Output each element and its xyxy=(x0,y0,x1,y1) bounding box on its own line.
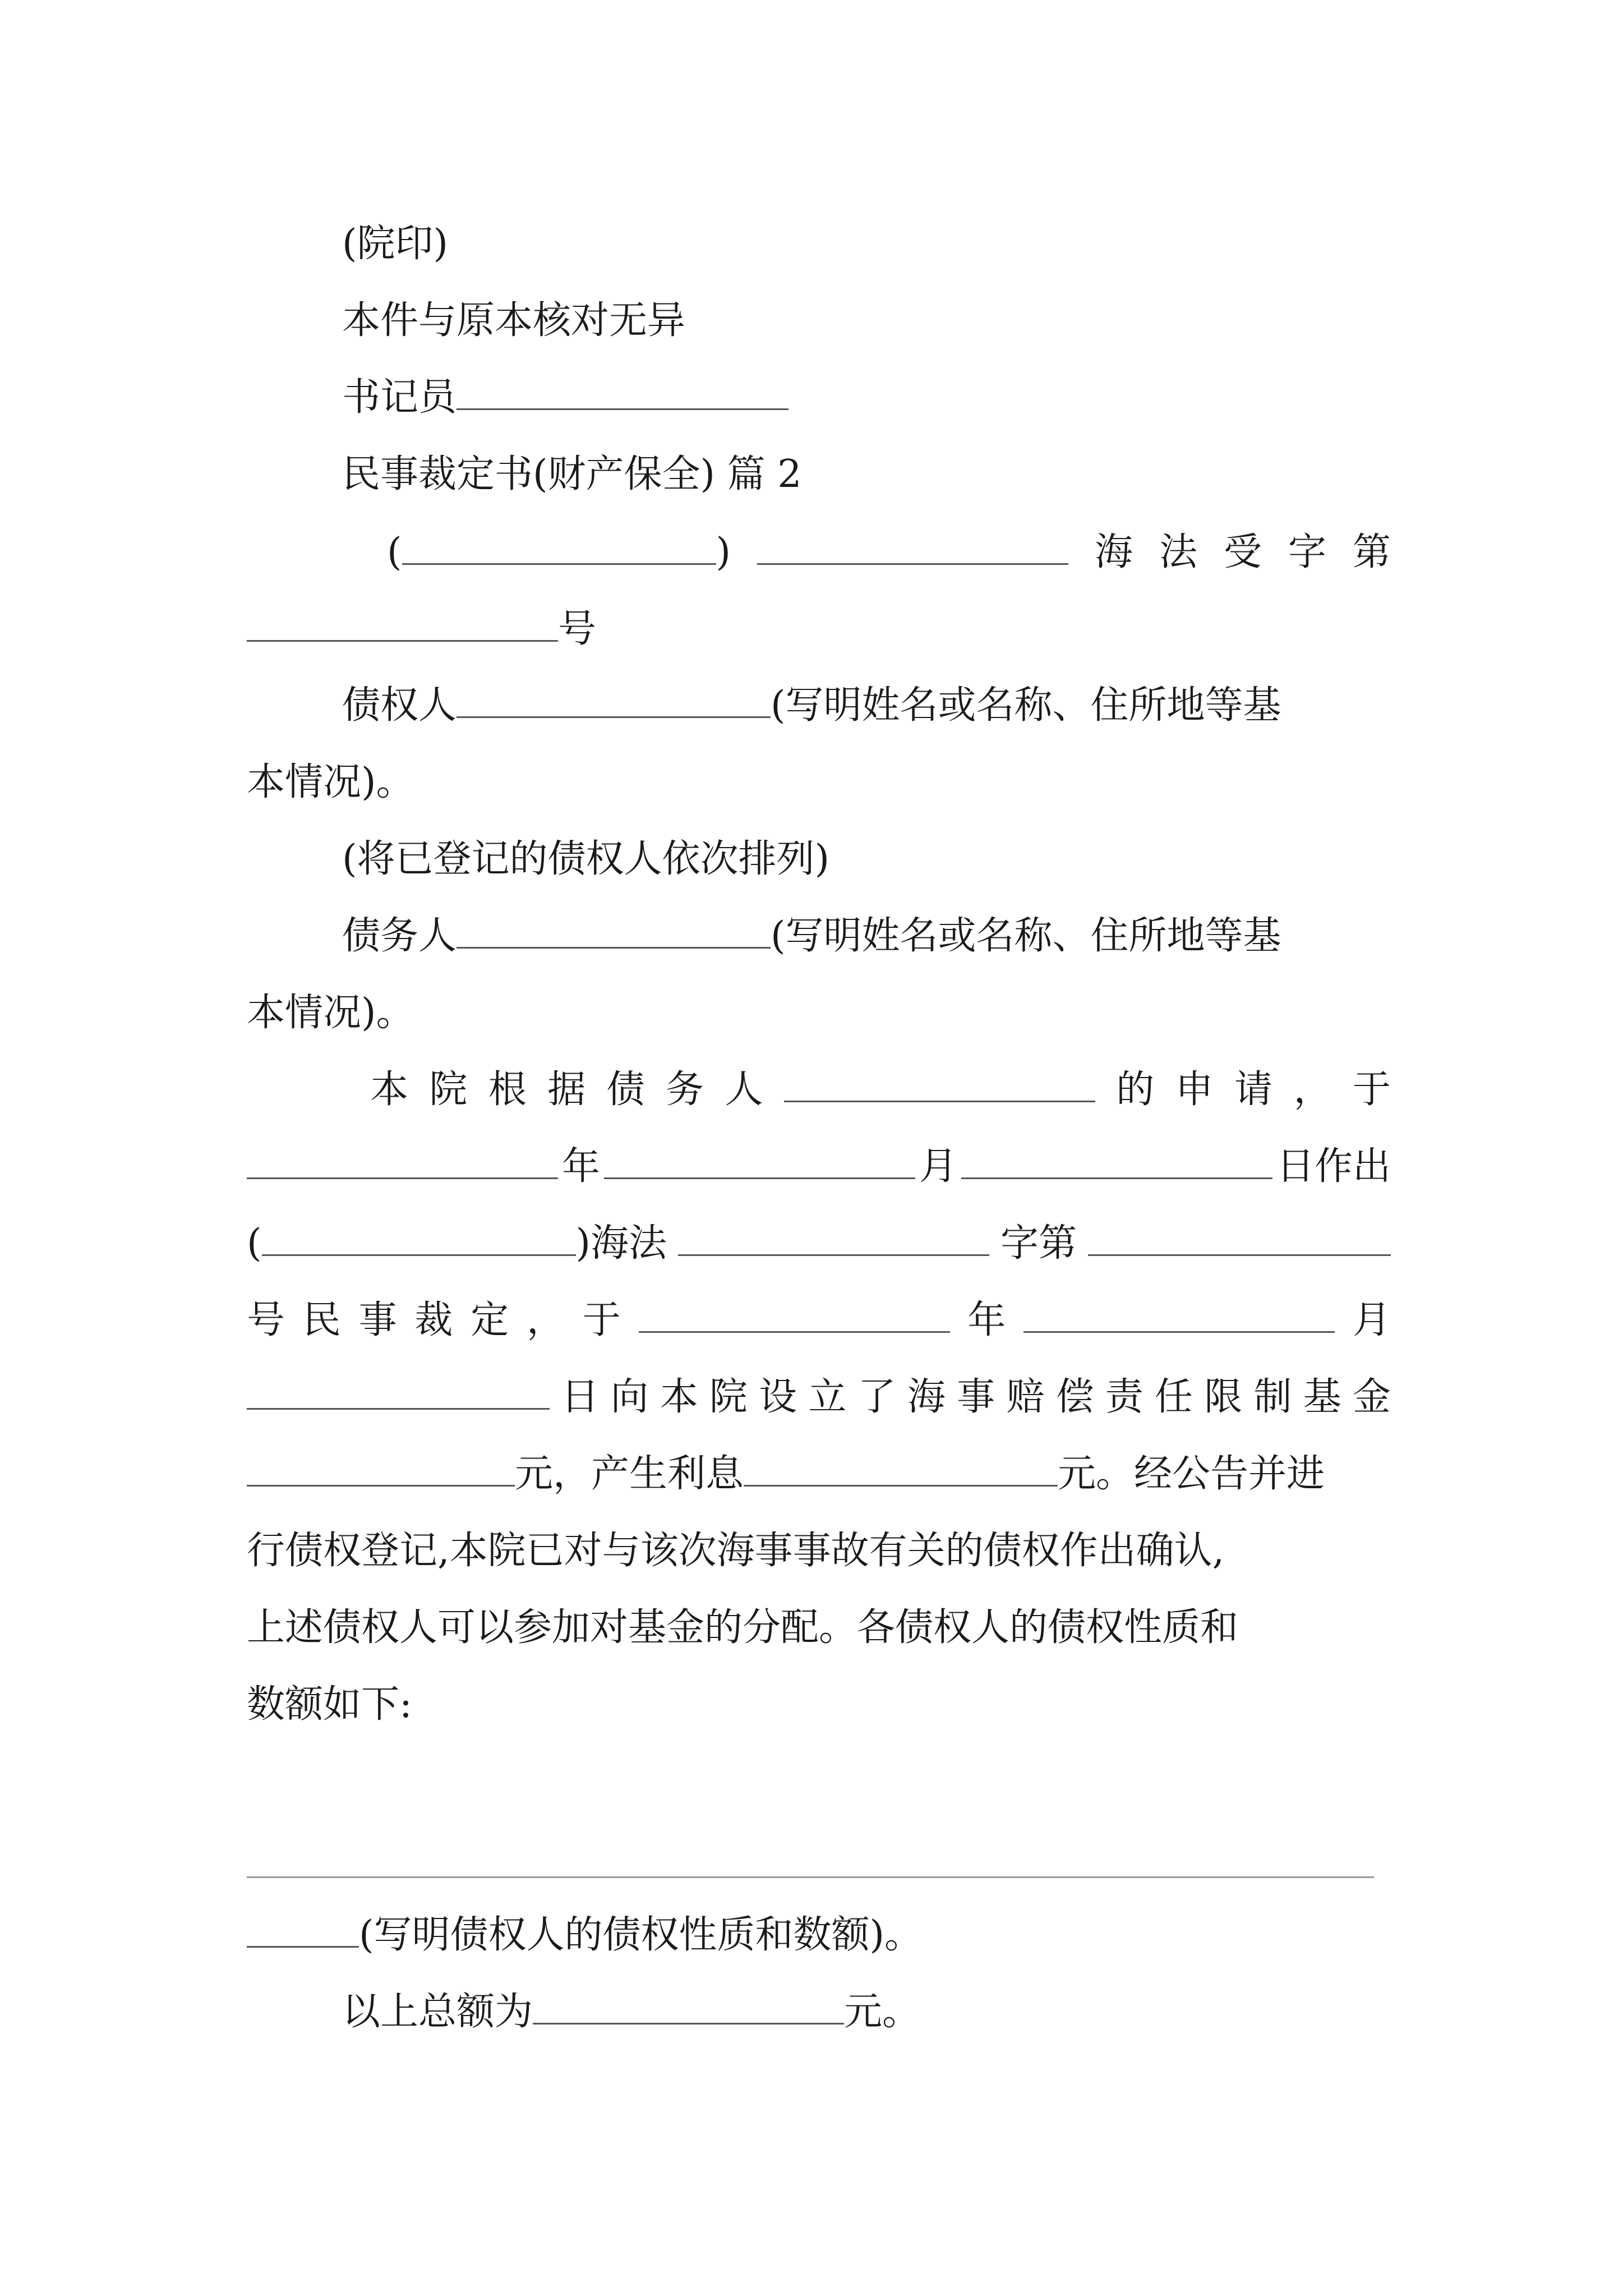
verified-note: 本件与原本核对无异 xyxy=(342,298,686,343)
body-line-6: 元，产生利息 元。经公告并进 xyxy=(247,1441,1391,1508)
fund-amount-blank[interactable] xyxy=(247,1452,515,1487)
total-line: 以上总额为 元。 xyxy=(342,1990,921,2034)
body-line-2: 年 月 日作出 xyxy=(247,1133,1391,1200)
order-day-blank[interactable] xyxy=(961,1145,1272,1179)
case-number-blank[interactable] xyxy=(247,608,558,642)
clerk-line: 书记员 xyxy=(342,364,1391,431)
body-line-5: 日 向 本 院 设 立 了 海 事 赔 偿 责 任 限 制 基 金 xyxy=(247,1364,1391,1431)
order-month-blank[interactable] xyxy=(604,1145,915,1179)
body-line-9: 数额如下: xyxy=(247,1682,412,1727)
debtor-line-cont: 本情况)。 xyxy=(247,991,414,1035)
section-title: 民事裁定书(财产保全) 篇 2 xyxy=(342,452,802,496)
seal-note: (院印) xyxy=(342,222,449,266)
body-line-4: 号 民 事 裁 定 ， 于 年 月 xyxy=(247,1298,1391,1342)
nature-note-line: (写明债权人的债权性质和数额)。 xyxy=(247,1902,1391,1969)
case-ref-line: ( ) 海 法 受 字 第 xyxy=(387,519,1391,586)
creditor-detail-rule[interactable] xyxy=(247,1876,1374,1878)
court-code-blank[interactable] xyxy=(757,531,1068,565)
debtor-blank[interactable] xyxy=(457,914,771,949)
order-year-blank[interactable] xyxy=(247,1145,558,1179)
body-line-3: ( )海法 字第 xyxy=(247,1210,1391,1277)
case-ref-year: ( ) xyxy=(387,530,731,574)
ruling-code-blank[interactable] xyxy=(678,1222,989,1256)
body-line-1: 本 院 根 据 债 务 人 的 申 请 ， 于 xyxy=(370,1068,1391,1112)
body-line-7: 行债权登记,本院已对与该次海事事故有关的债权作出确认, xyxy=(247,1529,1225,1573)
total-amount-blank[interactable] xyxy=(533,1990,844,2024)
creditor-line: 债权人 (写明姓名或名称、住所地等基 xyxy=(342,683,1281,728)
fund-month-blank[interactable] xyxy=(1023,1299,1335,1333)
fund-day-blank[interactable] xyxy=(247,1375,550,1410)
nature-blank[interactable] xyxy=(247,1913,359,1948)
creditor-blank[interactable] xyxy=(457,684,771,718)
creditor-list-note: (将已登记的债权人依次排列) xyxy=(342,837,830,881)
body-line-8: 上述债权人可以参加对基金的分配。各债权人的债权性质和 xyxy=(247,1605,1239,1650)
debtor-name-blank[interactable] xyxy=(784,1068,1095,1102)
case-number-line: 号 xyxy=(247,596,1391,663)
creditor-line-cont: 本情况)。 xyxy=(247,760,414,804)
ruling-year-blank[interactable] xyxy=(262,1222,576,1256)
case-year-blank[interactable] xyxy=(402,531,716,565)
clerk-blank[interactable] xyxy=(457,376,789,410)
debtor-line: 债务人 (写明姓名或名称、住所地等基 xyxy=(342,914,1281,958)
ruling-number-blank[interactable] xyxy=(1088,1222,1391,1256)
fund-year-blank[interactable] xyxy=(639,1299,950,1333)
interest-amount-blank[interactable] xyxy=(744,1452,1058,1487)
